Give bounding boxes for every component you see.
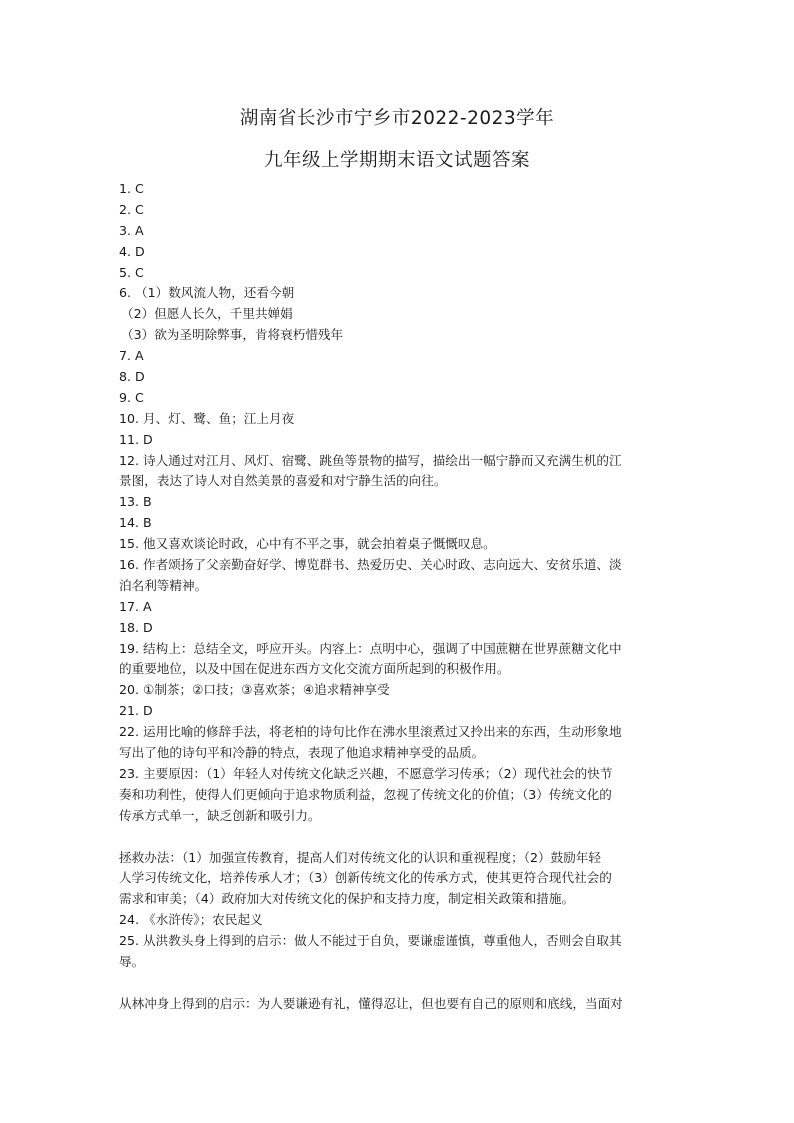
answer-12-line-2: 景图，表达了诗人对自然美景的喜爱和对宁静生活的向往。: [119, 473, 447, 489]
answer-24: 24. 《水浒传》；农民起义: [119, 912, 263, 928]
answer-6-part-3: （3）欲为圣明除弊事，肯将衰朽惜残年: [121, 327, 344, 343]
answer-10: 10. 月、灯、鹭、鱼；江上月夜: [119, 410, 295, 426]
answer-2: 2. C: [119, 201, 144, 217]
answer-7: 7. A: [119, 348, 144, 364]
answer-21: 21. D: [119, 703, 153, 719]
document-title: 湖南省长沙市宁乡市2022-2023学年: [239, 108, 555, 129]
answer-14: 14. B: [119, 515, 152, 531]
answer-16-line-2: 泊名利等精神。: [119, 577, 208, 593]
answer-1: 1. C: [119, 181, 144, 196]
answer-13: 13. B: [119, 494, 152, 510]
document-subtitle: 九年级上学期期末语文试题答案: [263, 150, 530, 171]
answer-25-linchong-line-1: 从林冲身上得到的启示：为人要谦逊有礼，懂得忍让，但也要有自己的原则和底线，当面对: [119, 995, 623, 1011]
answer-8: 8. D: [119, 369, 145, 385]
answer-23-remedy-line-3: 需求和审美；（4）政府加大对传统文化的保护和支持力度，制定相关政策和措施。: [119, 891, 575, 907]
answer-6-part-2: （2）但愿人长久，千里共婵娟: [121, 306, 293, 322]
answer-5: 5. C: [119, 264, 144, 280]
answer-23-remedy-line-2: 人学习传统文化，培养传承人才；（3）创新传统文化的传承方式，使其更符合现代社会的: [119, 870, 612, 886]
answer-15: 15. 他又喜欢谈论时政，心中有不平之事，就会拍着桌子慨慨叹息。: [119, 536, 496, 552]
paragraph-gap: [119, 973, 677, 994]
answer-9: 9. C: [119, 389, 144, 405]
answer-23-line-3: 传承方式单一，缺乏创新和吸引力。: [119, 807, 321, 823]
answer-23-line-1: 23. 主要原因：（1）年轻人对传统文化缺乏兴趣，不愿意学习传承；（2）现代社会的快节: [119, 765, 613, 781]
answer-23-line-2: 奏和功利性，使得人们更倾向于追求物质利益，忽视了传统文化的价值；（3）传统文化的: [119, 786, 612, 802]
answer-4: 4. D: [119, 243, 145, 259]
answer-3: 3. A: [119, 222, 144, 238]
paragraph-gap: [119, 827, 677, 848]
answer-6-part-1: 6. （1）数风流人物，还看今朝: [119, 285, 295, 301]
answer-25-line-2: 辱。: [119, 953, 145, 969]
answer-17: 17. A: [119, 598, 152, 614]
answer-25-line-1: 25. 从洪教头身上得到的启示：做人不能过于自负，要谦虚谨慎，尊重他人，否则会自取其: [119, 933, 622, 949]
answer-22-line-2: 写出了他的诗句平和冷静的特点，表现了他追求精神享受的品质。: [119, 745, 485, 761]
answer-19-line-1: 19. 结构上：总结全文，呼应开头。内容上：点明中心，强调了中国蔗糖在世界蔗糖文化中: [119, 640, 622, 656]
answer-list: [119, 179, 677, 1015]
answer-11: 11. D: [119, 431, 153, 447]
answer-18: 18. D: [119, 619, 153, 635]
answer-20: 20. ①制茶；②口技；③喜欢茶；④追求精神享受: [119, 682, 390, 698]
answer-12-line-1: 12. 诗人通过对江月、风灯、宿鹭、跳鱼等景物的描写，描绘出一幅宁静而又充满生机的江: [119, 452, 622, 468]
answer-22-line-1: 22. 运用比喻的修辞手法，将老柏的诗句比作在沸水里滚煮过又拎出来的东西，生动形象地: [119, 724, 622, 740]
answer-19-line-2: 的重要地位，以及中国在促进东西方文化交流方面所起到的积极作用。: [119, 661, 510, 677]
answer-16-line-1: 16. 作者颂扬了父亲勤奋好学、博览群书、热爱历史、关心时政、志向远大、安贫乐道、淡: [119, 557, 622, 573]
answer-23-remedy-line-1: 拯救办法：（1）加强宣传教育，提高人们对传统文化的认识和重视程度；（2）鼓励年轻: [119, 849, 601, 865]
